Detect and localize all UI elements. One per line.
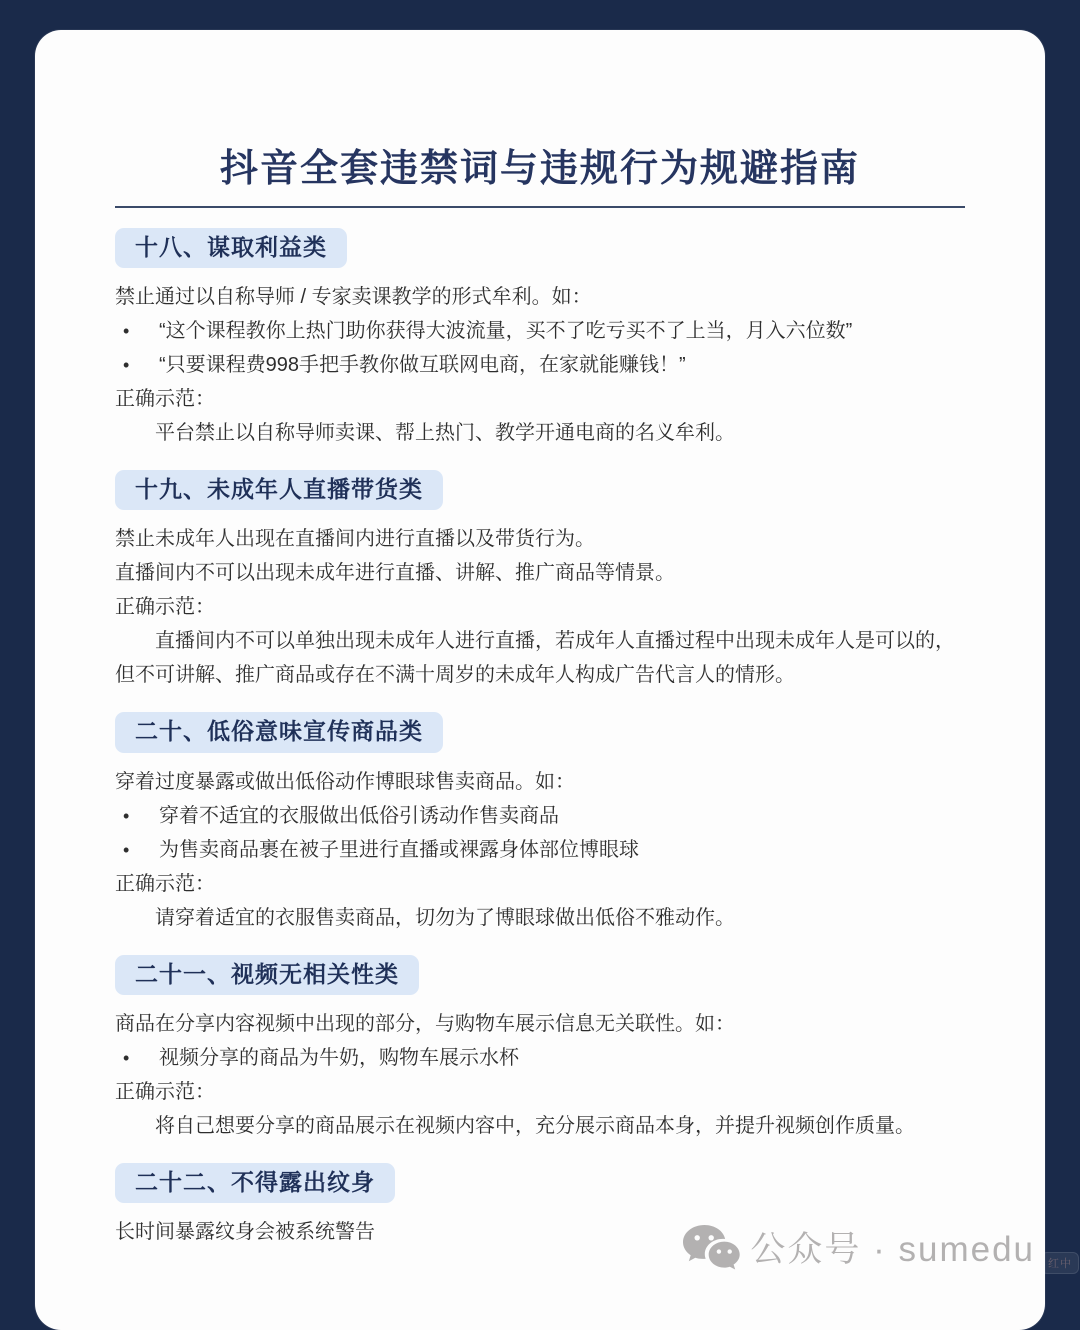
indent-paragraph: 平台禁止以自称导师卖课、帮上热门、教学开通电商的名义牟利。 <box>155 421 735 444</box>
content-card <box>35 30 1045 1330</box>
title-divider <box>115 206 965 208</box>
indent-paragraph: 将自己想要分享的商品展示在视频内容中，充分展示商品本身，并提升视频创作质量。 <box>155 1114 915 1137</box>
paragraph: 穿着过度暴露或做出低俗动作博眼球售卖商品。如： <box>115 770 575 793</box>
bullet-item: • 为售卖商品裹在被子里进行直播或裸露身体部位博眼球 <box>115 833 965 867</box>
card-inner <box>35 30 1045 1249</box>
paragraph: 长时间暴露纹身会被系统警告 <box>115 1221 375 1244</box>
correct-example-label: 正确示范： <box>115 387 215 410</box>
bullet-item: • “这个课程教你上热门助你获得大波流量，买不了吃亏买不了上当，月入六位数” <box>115 314 965 348</box>
paragraph: 商品在分享内容视频中出现的部分，与购物车展示信息无关联性。如： <box>115 1012 735 1035</box>
section-20 <box>115 712 965 934</box>
page-title: 抖音全套违禁词与违规行为规避指南 <box>219 148 860 190</box>
paragraph: 禁止未成年人出现在直播间内进行直播以及带货行为。 <box>115 528 595 551</box>
section-body <box>115 1007 965 1143</box>
paragraph: 直播间内不可以出现未成年进行直播、讲解、推广商品等情景。 <box>115 562 675 585</box>
bullet-item: • “只要课程费998手把手教你做互联网电商，在家就能赚钱！” <box>115 348 965 382</box>
correct-example-label: 正确示范： <box>115 596 215 619</box>
correct-example-label: 正确示范： <box>115 872 215 895</box>
bullet-item: • 视频分享的商品为牛奶，购物车展示水杯 <box>115 1041 965 1075</box>
section-body <box>115 280 965 450</box>
section-badge: 十九、未成年人直播带货类 <box>115 470 443 510</box>
watermark-label: 公众号 · sumedu <box>750 1230 1035 1269</box>
corner-watermark: 红中 <box>1041 1252 1079 1274</box>
correct-example-label: 正确示范： <box>115 1080 215 1103</box>
section-21 <box>115 955 965 1143</box>
section-badge: 二十二、不得露出纹身 <box>115 1163 395 1203</box>
indent-paragraph: 直播间内不可以单独出现未成年人进行直播，若成年人直播过程中出现未成年人是可以的，但不可讲解、推广商品或存在不满十周岁的未成年人构成广告代言人的情形。 <box>115 630 955 687</box>
footer-watermark <box>682 1222 1035 1272</box>
bullet-item: • 穿着不适宜的衣服做出低俗引诱动作售卖商品 <box>115 799 965 833</box>
wechat-icon <box>682 1224 740 1270</box>
section-body <box>115 765 965 935</box>
section-18 <box>115 228 965 450</box>
section-body <box>115 522 965 692</box>
section-badge: 二十一、视频无相关性类 <box>115 955 419 995</box>
section-badge: 二十、低俗意味宣传商品类 <box>115 712 443 752</box>
paragraph: 禁止通过以自称导师 / 专家卖课教学的形式牟利。如： <box>115 285 592 308</box>
section-19 <box>115 470 965 692</box>
section-badge: 十八、谋取利益类 <box>115 228 347 268</box>
indent-paragraph: 请穿着适宜的衣服售卖商品，切勿为了博眼球做出低俗不雅动作。 <box>155 906 735 929</box>
